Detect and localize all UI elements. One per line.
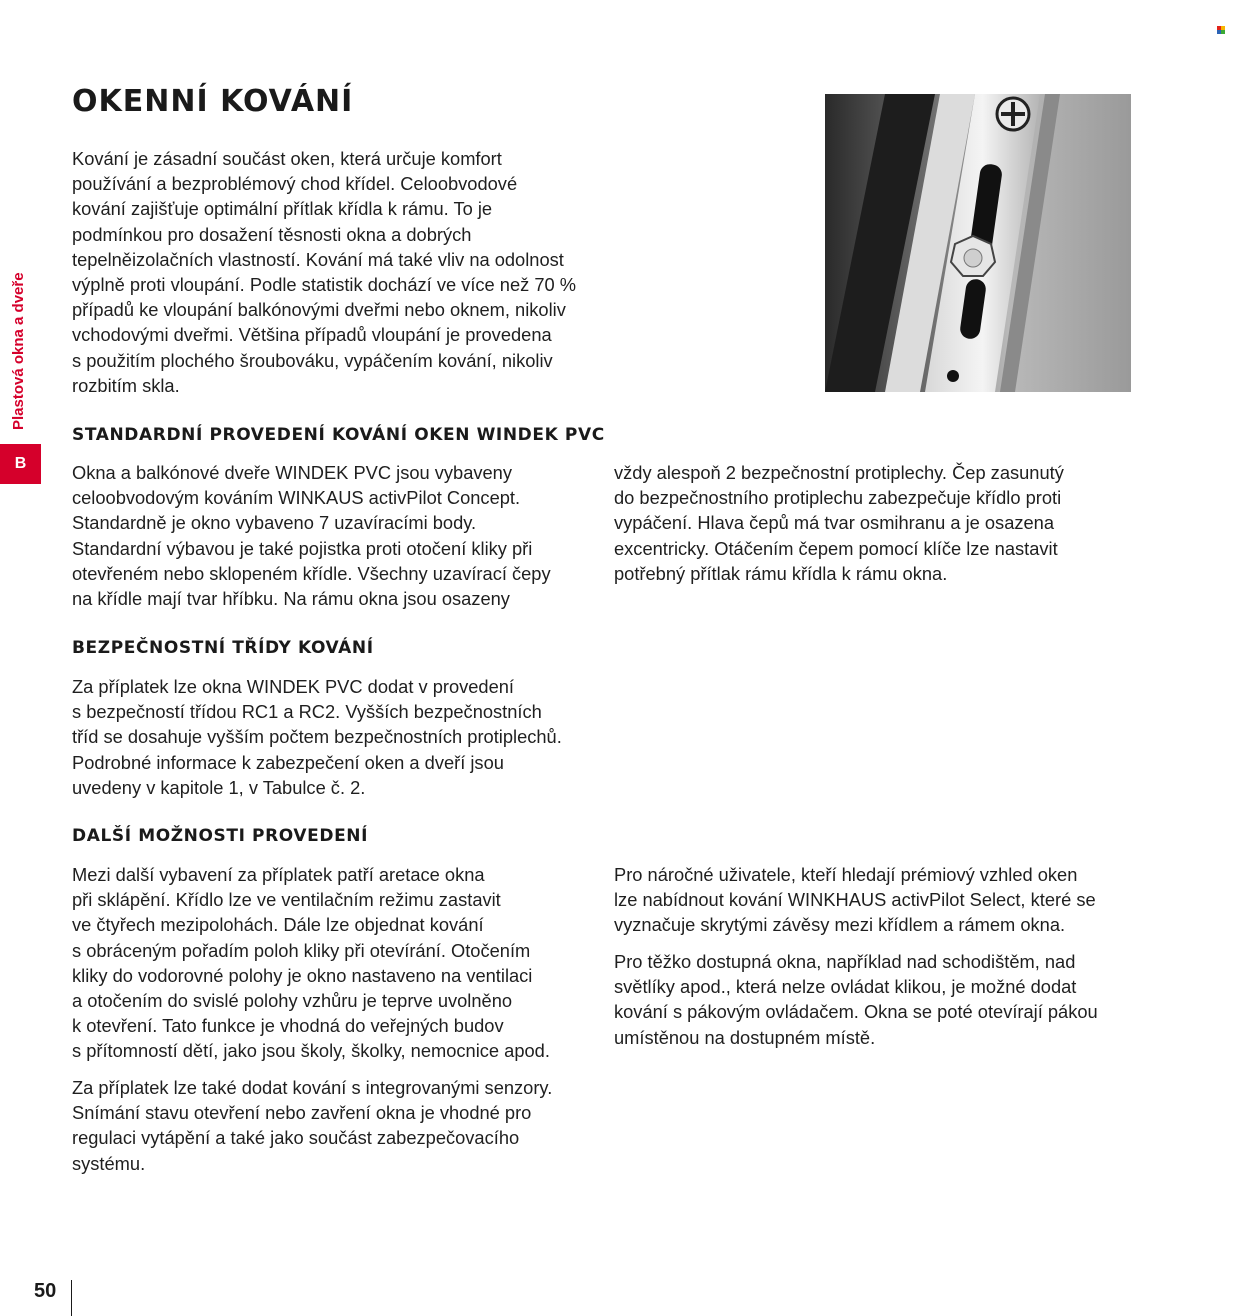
- text-line: vyznačuje skrytými závěsy mezi křídlem a rámem okna.: [614, 914, 1066, 936]
- text-line: celoobvodovým kováním WINKAUS activPilot Concept.: [72, 487, 521, 509]
- text-line: s přítomností dětí, jako jsou školy, školky, nemocnice apod.: [72, 1040, 550, 1062]
- text-line: systému.: [72, 1152, 146, 1174]
- text-line: lze nabídnout kování WINKHAUS activPilot Select, které se: [614, 889, 1096, 911]
- page-title: OKENNÍ KOVÁNÍ: [72, 84, 354, 119]
- text-line: a otočením do svislé polohy vzhůru je teprve uvolněno: [72, 990, 513, 1012]
- text-line: Standardní výbavou je také pojistka proti otočení kliky při: [72, 537, 533, 559]
- side-section-label: Plastová okna a dveře: [10, 272, 27, 430]
- options-right-paragraph-2: [614, 949, 1144, 1050]
- text-line: Kování je zásadní součást oken, která určuje komfort: [72, 148, 502, 169]
- text-line: Mezi další vybavení za příplatek patří aretace okna: [72, 864, 485, 885]
- text-line: světlíky apod., která nelze ovládat klikou, je možné dodat: [614, 976, 1077, 998]
- intro-paragraph: [72, 146, 632, 398]
- text-line: Snímání stavu otevření nebo zavření okna je vhodné pro: [72, 1102, 532, 1124]
- text-line: kliky do vodorovné polohy je okno nastaveno na ventilaci: [72, 964, 533, 986]
- options-right-paragraph-1: [614, 862, 1144, 938]
- standard-left-column: [72, 460, 602, 611]
- text-line: k otevření. Tato funkce je vhodná do veřejných budov: [72, 1015, 504, 1037]
- text-line: s použitím plochého šroubováku, vypáčením kování, nikoliv: [72, 349, 553, 371]
- text-line: s obráceným pořadím poloh kliky při otevírání. Otočením: [72, 939, 531, 961]
- text-line: uvedeny v kapitole 1, v Tabulce č. 2.: [72, 776, 366, 798]
- text-line: kování zajišťuje optimální přítlak křídla k rámu. To je: [72, 198, 493, 220]
- text-line: otevřeném nebo sklopeném křídle. Všechny uzavírací čepy: [72, 562, 551, 584]
- text-line: vždy alespoň 2 bezpečnostní protiplechy. Čep zasunutý: [614, 462, 1064, 483]
- options-left-paragraph-1: [72, 862, 602, 1064]
- window-hardware-photo: [825, 94, 1131, 392]
- text-line: potřebný přítlak rámu křídla k rámu okna.: [614, 562, 948, 584]
- heading-standard: STANDARDNÍ PROVEDENÍ KOVÁNÍ OKEN WINDEK PVC: [72, 425, 605, 445]
- text-line: Podrobné informace k zabezpečení oken a dveří jsou: [72, 751, 504, 773]
- page-number-divider: [71, 1280, 72, 1316]
- text-line: rozbitím skla.: [72, 374, 180, 396]
- brand-logo-mark: [1217, 26, 1225, 34]
- text-line: používání a bezproblémový chod křídel. Celoobvodové: [72, 173, 518, 195]
- text-line: Za příplatek lze také dodat kování s integrovanými senzory.: [72, 1077, 553, 1098]
- standard-right-column: [614, 460, 1144, 586]
- text-line: ve čtyřech mezipolohách. Dále lze objednat kování: [72, 914, 484, 936]
- text-line: tepelněizolačních vlastností. Kování má také vliv na odolnost: [72, 248, 564, 270]
- text-line: Za příplatek lze okna WINDEK PVC dodat v provedení: [72, 676, 515, 697]
- section-tab-b[interactable]: B: [0, 444, 41, 484]
- page-number: 50: [34, 1280, 57, 1302]
- text-line: vypáčení. Hlava čepů má tvar osmihranu a je osazena: [614, 512, 1054, 534]
- text-line: na křídle mají tvar hříbku. Na rámu okna jsou osazeny: [72, 588, 510, 610]
- text-line: kování s pákovým ovládačem. Okna se poté otevírají pákou: [614, 1001, 1098, 1023]
- text-line: Okna a balkónové dveře WINDEK PVC jsou vybaveny: [72, 462, 512, 483]
- text-line: podmínkou pro dosažení těsnosti okna a dobrých: [72, 223, 472, 245]
- text-line: vchodovými dveřmi. Většina případů vloupání je provedena: [72, 324, 552, 346]
- text-line: umístěnou na dostupném místě.: [614, 1026, 876, 1048]
- options-left-paragraph-2: [72, 1075, 602, 1176]
- text-line: regulaci vytápění a také jako součást zabezpečovacího: [72, 1127, 520, 1149]
- text-line: Pro těžko dostupná okna, například nad schodištěm, nad: [614, 951, 1076, 972]
- text-line: do bezpečnostního protiplechu zabezpečuje křídlo proti: [614, 487, 1062, 509]
- text-line: Pro náročné uživatele, kteří hledají prémiový vzhled oken: [614, 864, 1078, 885]
- heading-security: BEZPEČNOSTNÍ TŘÍDY KOVÁNÍ: [72, 638, 374, 658]
- text-line: výplně proti vloupání. Podle statistik dochází ve více než 70 %: [72, 274, 577, 296]
- text-line: s bezpečností třídou RC1 a RC2. Vyšších bezpečnostních: [72, 701, 542, 723]
- text-line: Standardně je okno vybaveno 7 uzavíracími body.: [72, 512, 477, 534]
- text-line: tříd se dosahuje vyšším počtem bezpečnostních protiplechů.: [72, 726, 562, 748]
- text-line: excentricky. Otáčením čepem pomocí klíče lze nastavit: [614, 537, 1058, 559]
- text-line: při sklápění. Křídlo lze ve ventilačním režimu zastavit: [72, 889, 501, 911]
- security-paragraph: [72, 674, 602, 800]
- text-line: případů ke vloupání balkónovými dveřmi nebo oknem, nikoliv: [72, 299, 566, 321]
- heading-options: DALŠÍ MOŽNOSTI PROVEDENÍ: [72, 826, 369, 846]
